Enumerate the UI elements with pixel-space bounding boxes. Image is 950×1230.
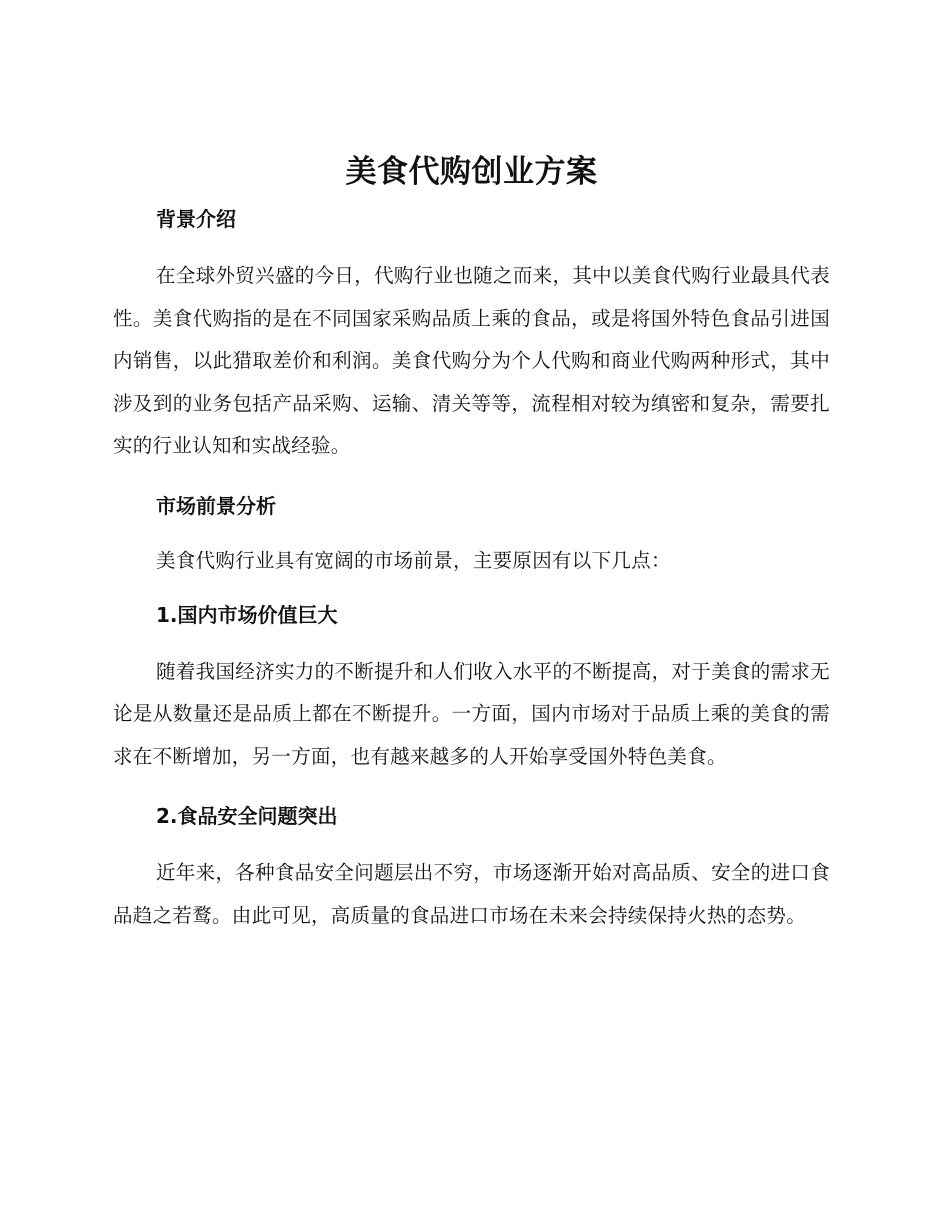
section-heading-point-1: 1.国内市场价值巨大 [156,602,338,627]
section-heading-point-2: 2.食品安全问题突出 [156,804,338,829]
section-heading-market: 市场前景分析 [156,493,276,518]
paragraph-point-2: 近年来，各种食品安全问题层出不穷，市场逐渐开始对高品质、安全的进口食品趋之若鹜。由此可见，高质量的食品进口市场在未来会持续保持火热的态势。 [113,861,830,927]
document-title: 美食代购创业方案 [345,154,598,190]
section-heading-background: 背景介绍 [156,207,236,231]
paragraph-background: 在全球外贸兴盛的今日，代购行业也随之而来，其中以美食代购行业最具代表性。美食代购指的是在不同国家采购品质上乘的食品，或是将国外特色食品引进国内销售，以此猎取差价和利润。美食代购分为个人代购和商业代购两种形式，其中涉及到的业务包括产品采购、运输、清关等等，流程相对较为缜密和复杂，需要扎实的行业认知和实战经验。 [113,264,830,458]
paragraph-market: 美食代购行业具有宽阔的市场前景，主要原因有以下几点： [156,548,671,572]
document-page [113,148,830,938]
paragraph-point-1: 随着我国经济实力的不断提升和人们收入水平的不断提高，对于美食的需求无论是从数量还是品质上都在不断提升。一方面，国内市场对于品质上乘的美食的需求在不断增加，另一方面，也有越来越多的人开始享受国外特色美食。 [113,659,830,768]
